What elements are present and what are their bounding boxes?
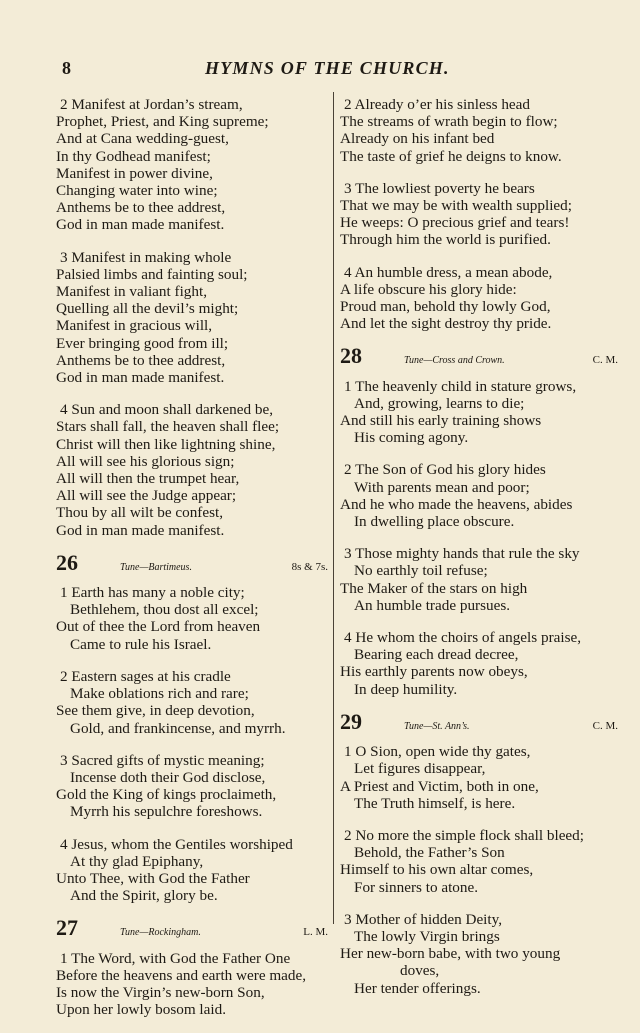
verse-line: Her new-born babe, with two young (340, 945, 561, 963)
hymn-27-header (56, 915, 328, 941)
right-continuation (340, 96, 618, 332)
hymn-29-header (340, 708, 618, 735)
verse-line: God in man made manifest. (56, 521, 225, 539)
meter: 8s & 7s. (291, 560, 328, 573)
stanza (340, 180, 618, 249)
verse-line: In deep humility. (354, 680, 458, 698)
verse-line: All will see his glorious sign; (56, 452, 235, 470)
stanza (340, 264, 618, 333)
verse-line: And at Cana wedding-guest, (56, 130, 229, 148)
hymn-28-header (340, 343, 618, 369)
hymn-26-header (56, 549, 328, 576)
verse-line: Anthems be to thee addrest, (56, 199, 226, 217)
verse-line: And still his early training shows (340, 412, 542, 430)
stanza (340, 545, 618, 614)
verse-line: Changing water into wine; (56, 182, 218, 200)
verse-line: 3 The lowliest poverty he bears (344, 179, 535, 197)
verse-line: Gold the King of kings proclaimeth, (56, 786, 277, 804)
verse-line: 3 Manifest in making whole (60, 248, 232, 266)
tune-name: Tune—Cross and Crown. (404, 355, 505, 367)
verse-line: All will then the trumpet hear, (56, 470, 240, 488)
verse-line: His coming agony. (354, 429, 469, 447)
verse-line: And the Spirit, glory be. (70, 887, 218, 905)
hymn-number: 26 (56, 549, 78, 575)
tune-name: Tune—Bartimeus. (120, 561, 192, 573)
verse-line: Stars shall fall, the heaven shall flee; (56, 418, 280, 436)
stanza (56, 752, 328, 821)
verse-line: A Priest and Victim, both in one, (340, 777, 539, 795)
verse-line: 1 Earth has many a noble city; (60, 584, 245, 602)
verse-line: Upon her lowly bosom laid. (56, 1001, 226, 1019)
verse-line: Quelling all the devil’s might; (56, 300, 239, 318)
hymn-26-text (56, 584, 328, 904)
verse-line: And let the sight destroy thy pride. (340, 315, 552, 333)
verse-line: And he who made the heavens, abides (340, 495, 573, 513)
stanza (340, 743, 618, 812)
verse-line: Prophet, Priest, and King supreme; (56, 113, 269, 131)
verse-line: Palsied limbs and fainting soul; (56, 265, 248, 283)
stanza (340, 629, 618, 698)
stanza (340, 378, 618, 447)
hymn-number: 28 (340, 343, 362, 369)
verse-line: Himself to his own altar comes, (340, 861, 534, 879)
verse-line: Thou by all wilt be confest, (56, 504, 224, 522)
verse-line: 2 The Son of God his glory hides (344, 461, 546, 479)
verse-line: Myrrh his sepulchre foreshows. (70, 803, 263, 821)
verse-line: Manifest in power divine, (56, 164, 213, 182)
verse-line: Proud man, behold thy lowly God, (340, 298, 551, 316)
page-number: 8 (62, 58, 71, 78)
verse-line: 1 The heavenly child in stature grows, (344, 377, 577, 395)
verse-line: Let figures disappear, (354, 760, 486, 778)
verse-line: Manifest in valiant fight, (56, 283, 207, 301)
verse-line: Incense doth their God disclose, (70, 768, 266, 786)
verse-line: For sinners to atone. (354, 878, 479, 896)
verse-line: All will see the Judge appear; (56, 487, 237, 505)
verse-line: Manifest in gracious will, (56, 317, 213, 335)
verse-line: His earthly parents now obeys, (340, 663, 528, 681)
stanza (56, 836, 328, 905)
verse-line: Before the heavens and earth were made, (56, 966, 307, 984)
column-divider (333, 92, 334, 924)
stanza (340, 911, 618, 997)
verse-line: 3 Those mighty hands that rule the sky (344, 545, 580, 563)
verse-line: Came to rule his Israel. (70, 635, 212, 653)
hymn-number: 27 (56, 915, 78, 941)
hymn-number: 29 (340, 708, 362, 734)
stanza (340, 96, 618, 165)
verse-line: The lowly Virgin brings (354, 927, 500, 945)
verse-line: Gold, and frankincense, and myrrh. (70, 719, 286, 737)
verse-line: Bethlehem, thou dost all excel; (70, 601, 259, 619)
verse-line: That we may be with wealth supplied; (340, 197, 572, 215)
stanza (56, 668, 328, 737)
stanza (340, 461, 618, 530)
left-column (56, 96, 328, 1033)
verse-line: 2 Already o’er his sinless head (344, 96, 531, 113)
verse-line: Anthems be to thee addrest, (56, 351, 226, 369)
stanza (340, 827, 618, 896)
verse-line: 4 An humble dress, a mean abode, (344, 263, 553, 281)
verse-line: In dwelling place obscure. (354, 513, 515, 531)
verse-line: Through him the world is purified. (340, 231, 551, 249)
left-continuation (56, 96, 328, 539)
verse-line: The taste of grief he deigns to know. (340, 147, 562, 165)
verse-line: Ever bringing good from ill; (56, 334, 229, 352)
verse-line: 3 Sacred gifts of mystic meaning; (60, 751, 265, 769)
verse-line: 3 Mother of hidden Deity, (344, 910, 503, 928)
verse-line: 1 The Word, with God the Father One (60, 949, 291, 967)
verse-line: Bearing each dread decree, (354, 646, 519, 664)
verse-line: He weeps: O precious grief and tears! (340, 214, 570, 232)
hymn-29-text (340, 743, 618, 997)
verse-line: Unto Thee, with God the Father (56, 869, 250, 887)
verse-line: A life obscure his glory hide: (340, 280, 517, 298)
running-head: HYMNS OF THE CHURCH. (205, 58, 450, 78)
verse-line: Out of thee the Lord from heaven (56, 618, 261, 636)
verse-line: No earthly toil refuse; (354, 562, 488, 580)
verse-line: And, growing, learns to die; (354, 394, 525, 412)
meter: L. M. (303, 926, 328, 939)
stanza (56, 96, 328, 234)
verse-line: Behold, the Father’s Son (354, 844, 505, 862)
verse-line: In thy Godhead manifest; (56, 147, 211, 165)
tune-name: Tune—St. Ann’s. (404, 720, 470, 732)
verse-line: 4 He whom the choirs of angels praise, (344, 629, 582, 647)
hymn-27-text (56, 950, 328, 1019)
verse-line: 1 O Sion, open wide thy gates, (344, 743, 531, 761)
verse-line: doves, (400, 962, 440, 980)
verse-line: 2 Eastern sages at his cradle (60, 667, 231, 685)
meter: C. M. (592, 354, 618, 367)
stanza (56, 584, 328, 653)
verse-line: Already on his infant bed (340, 130, 495, 148)
verse-line: See them give, in deep devotion, (56, 702, 255, 720)
stanza (56, 950, 328, 1019)
hymn-28-text (340, 378, 618, 698)
verse-line: God in man made manifest. (56, 369, 225, 387)
right-column (340, 96, 618, 1012)
verse-line: 2 No more the simple flock shall bleed; (344, 826, 584, 844)
verse-line: 4 Jesus, whom the Gentiles worshiped (60, 835, 293, 853)
verse-line: Make oblations rich and rare; (70, 685, 249, 703)
verse-line: Christ will then like lightning shine, (56, 435, 276, 453)
verse-line: The streams of wrath begin to flow; (340, 113, 558, 131)
verse-line: 4 Sun and moon shall darkened be, (60, 401, 274, 419)
stanza (56, 401, 328, 539)
meter: C. M. (592, 719, 618, 732)
verse-line: The Maker of the stars on high (340, 579, 528, 597)
verse-line: Her tender offerings. (354, 979, 481, 997)
verse-line: An humble trade pursues. (354, 596, 511, 614)
verse-line: The Truth himself, is here. (354, 794, 516, 812)
stanza (56, 249, 328, 387)
verse-line: With parents mean and poor; (354, 478, 530, 496)
verse-line: Is now the Virgin’s new-born Son, (56, 983, 265, 1001)
tune-name: Tune—Rockingham. (120, 927, 201, 939)
verse-line: At thy glad Epiphany, (70, 852, 204, 870)
verse-line: God in man made manifest. (56, 216, 225, 234)
verse-line: 2 Manifest at Jordan’s stream, (60, 96, 243, 113)
